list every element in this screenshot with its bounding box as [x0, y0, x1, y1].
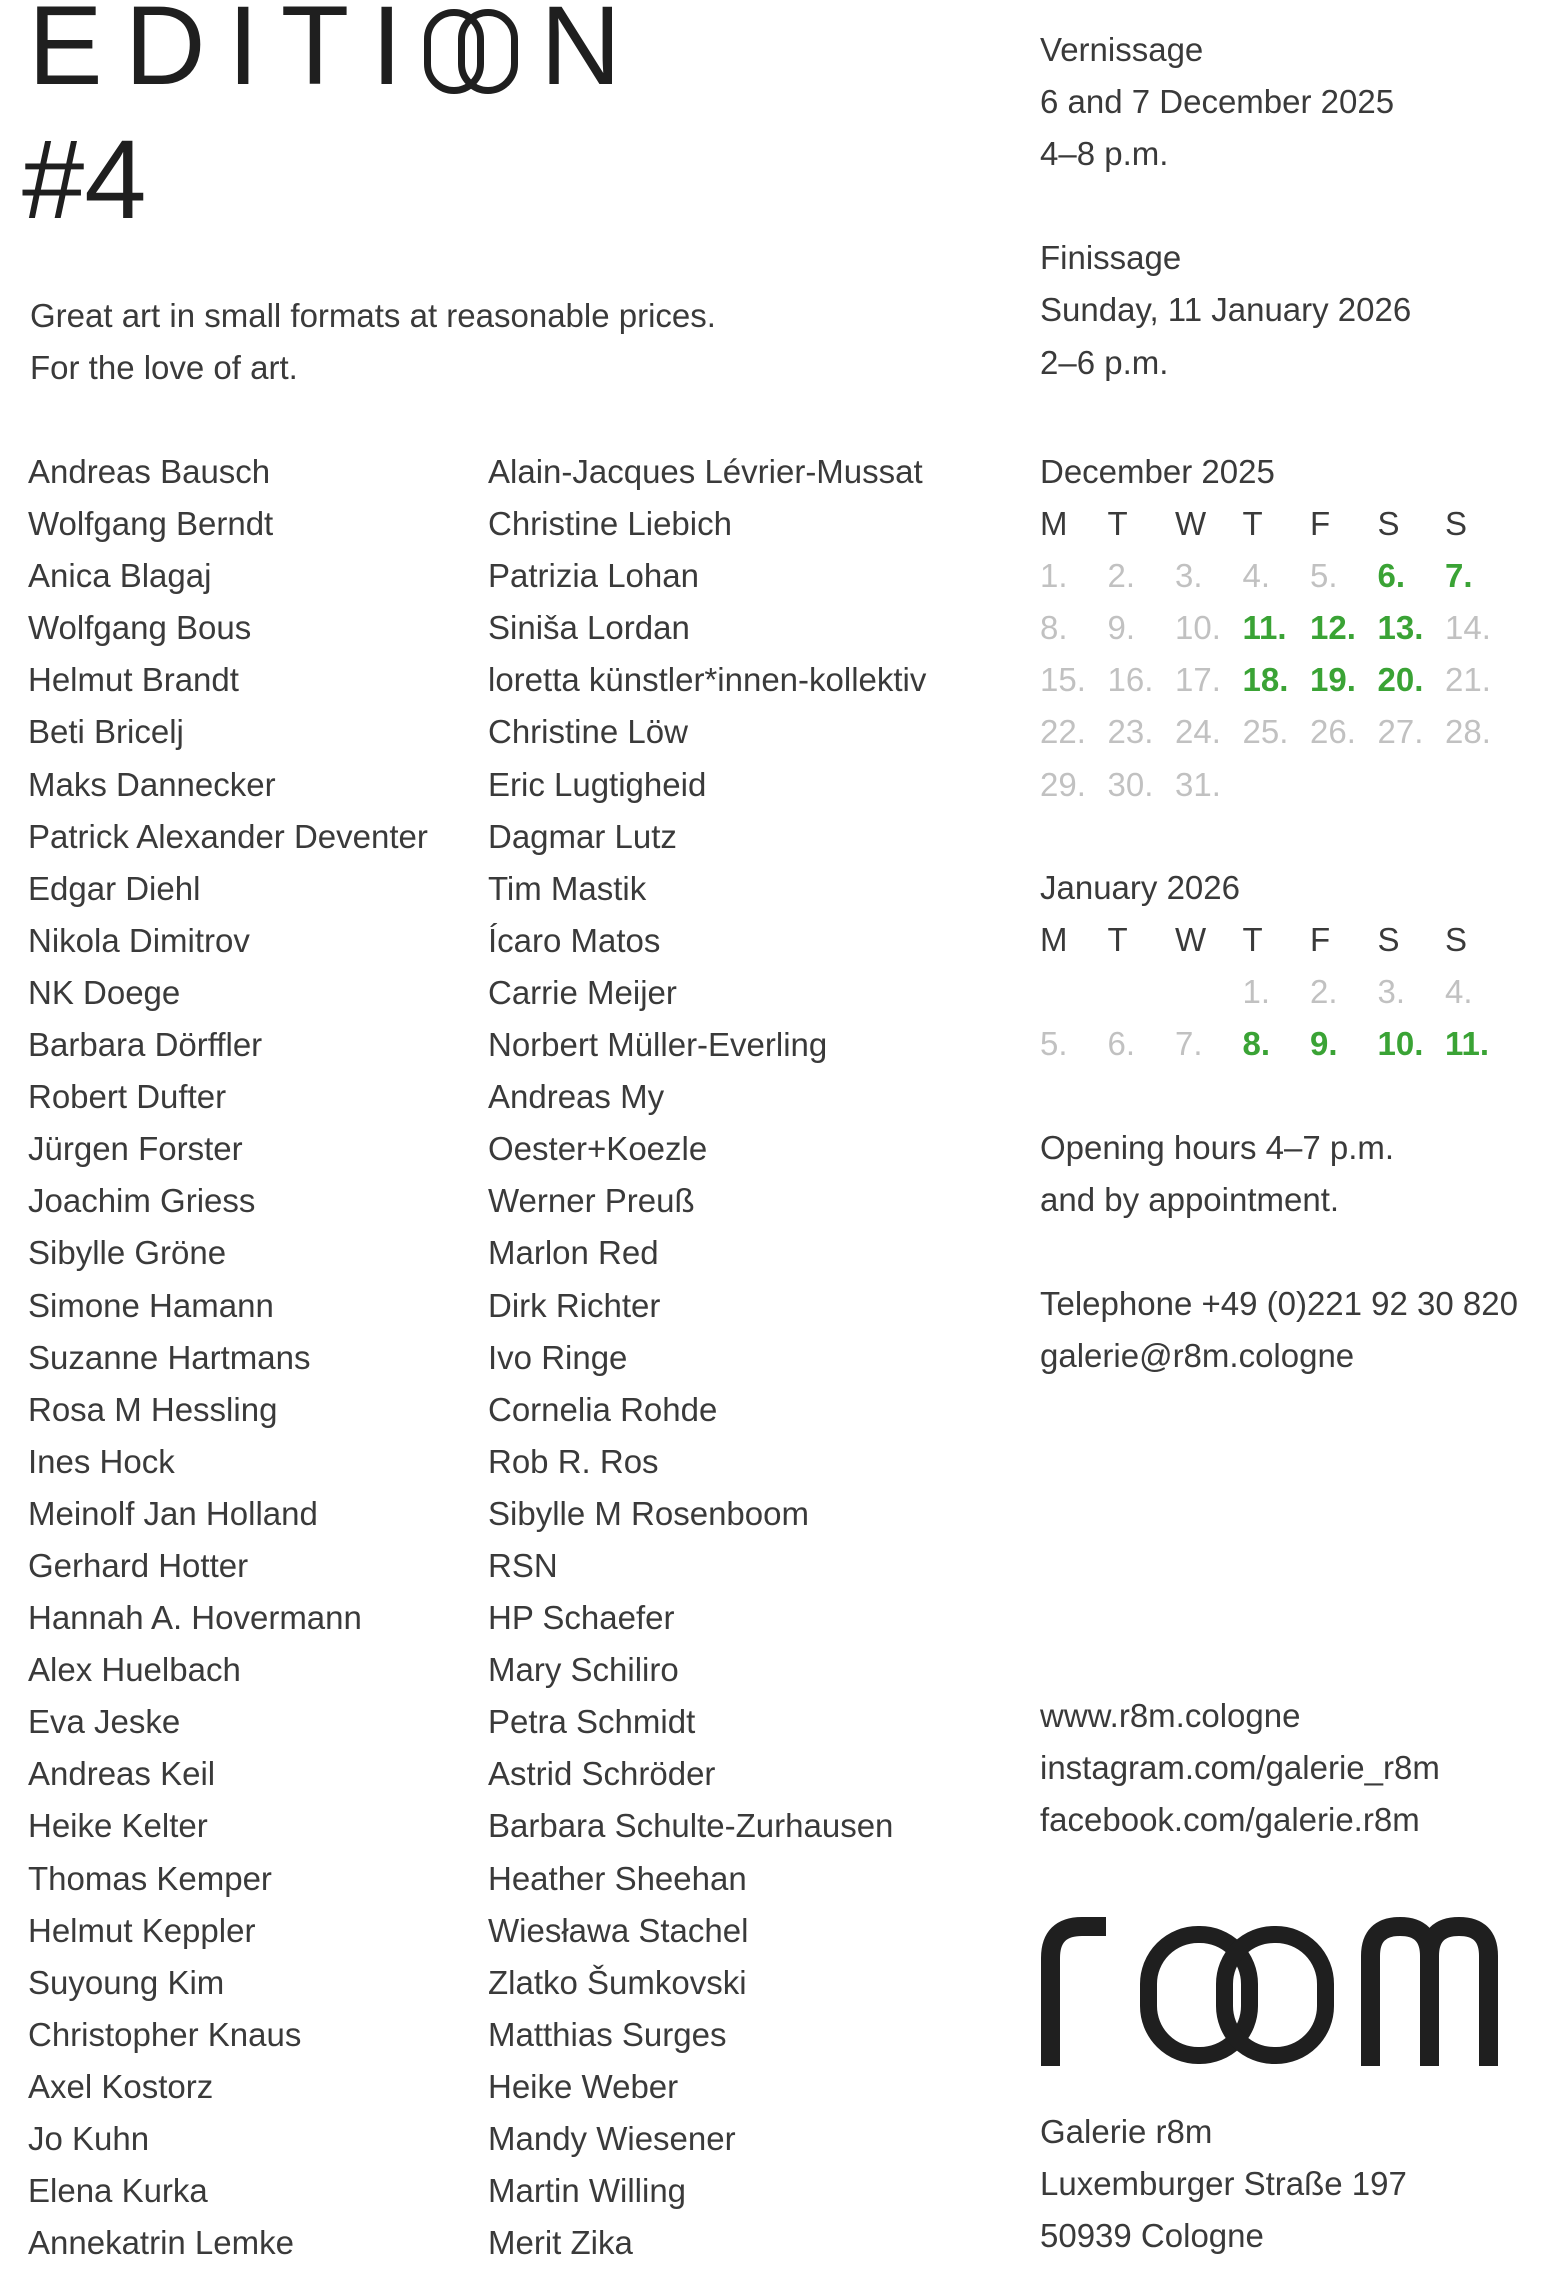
- calendar-day: 3.: [1377, 973, 1406, 1011]
- artist-name: Cornelia Rohde: [488, 1390, 718, 1428]
- artist-name: Elena Kurka: [28, 2172, 208, 2210]
- artist-list-column-1: [28, 446, 428, 2269]
- weekday-header-row: [1040, 498, 1513, 550]
- calendar-day: 1.: [1242, 973, 1271, 1011]
- artist-name: Dagmar Lutz: [488, 817, 677, 855]
- calendar-day-grid: [1040, 966, 1513, 1070]
- artist-name: Ícaro Matos: [488, 921, 661, 959]
- artist-name: Helmut Keppler: [28, 1911, 256, 1949]
- weekday-header: S: [1377, 505, 1400, 543]
- artist-name: Barbara Dörffler: [28, 1026, 263, 1064]
- artist-name: Ivo Ringe: [488, 1338, 628, 1376]
- artist-name: Heike Weber: [488, 2067, 679, 2105]
- weekday-header: T: [1242, 505, 1263, 543]
- calendar-day: [1175, 966, 1243, 1018]
- tagline-line2: For the love of art.: [30, 349, 298, 387]
- artist-name: Anica Blagaj: [28, 557, 212, 595]
- calendar-title: January 2026: [1040, 869, 1240, 906]
- calendar-day: 19.: [1310, 661, 1356, 699]
- vernissage-time: 4–8 p.m.: [1040, 135, 1169, 173]
- edition-number: #4: [22, 117, 147, 242]
- artist-name: Thomas Kemper: [28, 1859, 272, 1897]
- artist-name: Eva Jeske: [28, 1703, 181, 1741]
- double-o-right-shape: [458, 9, 518, 94]
- artist-name: Wolfgang Berndt: [28, 505, 274, 543]
- artist-name: Sibylle M Rosenboom: [488, 1494, 809, 1532]
- calendar-day: 10.: [1175, 609, 1221, 647]
- telephone-number[interactable]: Telephone +49 (0)221 92 30 820: [1040, 1285, 1518, 1322]
- double-o-ligature: [424, 9, 518, 102]
- calendar-day: 5.: [1310, 557, 1338, 595]
- artist-name: Alain-Jacques Lévrier-Mussat: [488, 453, 923, 490]
- calendar-day: 5.: [1040, 1025, 1068, 1063]
- artist-name: HP Schaefer: [488, 1599, 675, 1637]
- artist-name: Robert Dufter: [28, 1078, 227, 1116]
- artist-name: Simone Hamann: [28, 1286, 274, 1324]
- artist-name: Zlatko Šumkovski: [488, 1963, 747, 2001]
- contact-block: [1040, 1278, 1518, 1382]
- calendar-day: 31.: [1175, 765, 1221, 803]
- artist-name: Heather Sheehan: [488, 1859, 747, 1897]
- artist-name: Siniša Lordan: [488, 609, 690, 647]
- spacer: [1040, 180, 1411, 232]
- calendar-day: 25.: [1242, 713, 1289, 751]
- artist-name: Martin Willing: [488, 2172, 687, 2210]
- calendar-day: 10.: [1377, 1025, 1424, 1063]
- calendar-day: 17.: [1175, 661, 1221, 699]
- wordmark-letter: T: [280, 0, 350, 108]
- calendar-day: 21.: [1445, 661, 1491, 699]
- wordmark-letter: I: [227, 0, 259, 108]
- artist-name: Petra Schmidt: [488, 1703, 696, 1741]
- artist-name: Rosa M Hessling: [28, 1390, 278, 1428]
- calendar-day: 13.: [1377, 609, 1424, 647]
- calendar-day: 26.: [1310, 713, 1356, 751]
- weekday-header: F: [1310, 505, 1331, 543]
- weekday-header-row: [1040, 914, 1513, 966]
- artist-name: Beti Bricelj: [28, 713, 184, 751]
- instagram-link[interactable]: instagram.com/galerie_r8m: [1040, 1749, 1440, 1787]
- artist-name: Meinolf Jan Holland: [28, 1494, 318, 1532]
- artist-list-column-2: [488, 446, 926, 2269]
- vernissage-date: 6 and 7 December 2025: [1040, 83, 1395, 121]
- artist-name: Maks Dannecker: [28, 765, 276, 803]
- tagline: [30, 290, 716, 394]
- calendar-day: [1040, 966, 1108, 1018]
- artist-name: Christopher Knaus: [28, 2015, 302, 2053]
- artist-name: NK Doege: [28, 973, 181, 1011]
- logo-letter-m: [1360, 1916, 1500, 2066]
- city: 50939 Cologne: [1040, 2217, 1264, 2255]
- artist-name: RSN: [488, 1546, 558, 1584]
- artist-name: Patrick Alexander Deventer: [28, 817, 428, 855]
- double-o-right-shape: [1216, 1926, 1334, 2064]
- wordmark-letter: D: [124, 0, 206, 108]
- weekday-header: F: [1310, 921, 1331, 959]
- artist-name: Mandy Wiesener: [488, 2120, 736, 2157]
- artist-name: Andreas My: [488, 1078, 665, 1116]
- calendar-day: 4.: [1445, 973, 1473, 1011]
- website-link[interactable]: www.r8m.cologne: [1040, 1697, 1301, 1734]
- calendar-day: 7.: [1445, 557, 1473, 595]
- finissage-date: Sunday, 11 January 2026: [1040, 291, 1412, 329]
- calendar-day: 2.: [1107, 557, 1136, 595]
- artist-name: Jo Kuhn: [28, 2120, 150, 2157]
- opening-hours: [1040, 1122, 1394, 1226]
- logo-letter-r: [1040, 1916, 1114, 2066]
- calendar-title: December 2025: [1040, 453, 1275, 490]
- artist-name: Helmut Brandt: [28, 661, 239, 699]
- links-block: [1040, 1690, 1440, 1846]
- calendar-january: [1040, 862, 1513, 1070]
- calendar-day: 6.: [1377, 557, 1406, 595]
- calendar-day: 15.: [1040, 661, 1086, 699]
- artist-name: Ines Hock: [28, 1442, 175, 1480]
- artist-name: Merit Zika: [488, 2224, 633, 2262]
- artist-name: Suyoung Kim: [28, 1963, 225, 2001]
- r8m-gallery-logo: [1040, 1916, 1500, 2066]
- calendar-day: 16.: [1107, 661, 1154, 699]
- artist-name: Tim Mastik: [488, 869, 647, 907]
- artist-name: Patrizia Lohan: [488, 557, 699, 595]
- calendar-day: 7.: [1175, 1025, 1203, 1063]
- weekday-header: T: [1107, 505, 1128, 543]
- artist-name: Mary Schiliro: [488, 1651, 679, 1689]
- artist-name: Eric Lugtigheid: [488, 765, 707, 803]
- artist-name: Alex Huelbach: [28, 1651, 241, 1689]
- artist-name: Nikola Dimitrov: [28, 921, 250, 959]
- weekday-header: S: [1445, 505, 1468, 543]
- wordmark-letter: I: [371, 0, 403, 108]
- calendar-day: 9.: [1310, 1025, 1338, 1063]
- artist-name: Dirk Richter: [488, 1286, 661, 1324]
- calendar-day-grid: [1040, 550, 1513, 810]
- artist-name: Joachim Griess: [28, 1182, 256, 1220]
- artist-name: Oester+Koezle: [488, 1130, 708, 1168]
- calendar-day: 30.: [1107, 765, 1154, 803]
- calendar-day: 20.: [1377, 661, 1424, 699]
- calendar-december: [1040, 446, 1513, 811]
- artist-name: Axel Kostorz: [28, 2067, 214, 2105]
- calendar-day: 14.: [1445, 609, 1491, 647]
- gallery-name: Galerie r8m: [1040, 2113, 1213, 2150]
- artist-name: Gerhard Hotter: [28, 1546, 249, 1584]
- artist-name: Matthias Surges: [488, 2015, 727, 2053]
- weekday-header: M: [1040, 505, 1068, 543]
- calendar-day: 23.: [1107, 713, 1154, 751]
- artist-name: Sibylle Gröne: [28, 1234, 227, 1272]
- address-block: [1040, 2106, 1407, 2262]
- wordmark-letter: E: [28, 0, 103, 108]
- calendar-day: 24.: [1175, 713, 1221, 751]
- weekday-header: T: [1242, 921, 1263, 959]
- calendar-day: [1108, 966, 1176, 1018]
- vernissage-label: Vernissage: [1040, 31, 1204, 68]
- artist-name: Heike Kelter: [28, 1807, 208, 1845]
- weekday-header: S: [1377, 921, 1400, 959]
- calendar-day: 9.: [1107, 609, 1136, 647]
- calendar-day: 29.: [1040, 765, 1086, 803]
- artist-name: Rob R. Ros: [488, 1442, 659, 1480]
- opening-hours-line1: Opening hours 4–7 p.m.: [1040, 1129, 1395, 1166]
- calendar-day: 27.: [1377, 713, 1424, 751]
- calendar-day: 18.: [1242, 661, 1289, 699]
- weekday-header: W: [1175, 921, 1207, 959]
- wordmark-letter: N: [540, 0, 622, 108]
- calendar-day: 11.: [1445, 1025, 1490, 1063]
- street-address: Luxemburger Straße 197: [1040, 2165, 1407, 2203]
- artist-name: Annekatrin Lemke: [28, 2224, 294, 2262]
- calendar-day: 28.: [1445, 713, 1491, 751]
- calendar-day: 4.: [1242, 557, 1271, 595]
- artist-name: Wiesława Stachel: [488, 1911, 749, 1949]
- calendar-day: 22.: [1040, 713, 1086, 751]
- artist-name: Carrie Meijer: [488, 973, 677, 1011]
- artist-name: loretta künstler*innen-kollektiv: [488, 661, 927, 699]
- calendar-day: 12.: [1310, 609, 1356, 647]
- artist-name: Barbara Schulte-Zurhausen: [488, 1807, 894, 1845]
- calendar-day: 11.: [1242, 609, 1287, 647]
- calendar-day: 8.: [1040, 609, 1068, 647]
- artist-name: Norbert Müller-Everling: [488, 1026, 828, 1064]
- finissage-time: 2–6 p.m.: [1040, 343, 1169, 381]
- calendar-day: 3.: [1175, 557, 1203, 595]
- artist-name: Jürgen Forster: [28, 1130, 243, 1168]
- artist-name: Wolfgang Bous: [28, 609, 252, 647]
- edition-wordmark: [28, 0, 622, 108]
- artist-name: Edgar Diehl: [28, 869, 201, 907]
- tagline-line1: Great art in small formats at reasonable prices.: [30, 297, 716, 334]
- artist-name: Suzanne Hartmans: [28, 1338, 311, 1376]
- facebook-link[interactable]: facebook.com/galerie.r8m: [1040, 1801, 1420, 1839]
- artist-name: Werner Preuß: [488, 1182, 695, 1220]
- artist-name: Andreas Keil: [28, 1755, 216, 1793]
- calendar-day: 2.: [1310, 973, 1338, 1011]
- weekday-header: S: [1445, 921, 1468, 959]
- weekday-header: W: [1175, 505, 1207, 543]
- email-address[interactable]: galerie@r8m.cologne: [1040, 1337, 1355, 1375]
- calendar-day: 6.: [1107, 1025, 1136, 1063]
- artist-name: Christine Löw: [488, 713, 688, 751]
- opening-hours-line2: and by appointment.: [1040, 1181, 1340, 1219]
- artist-name: Hannah A. Hovermann: [28, 1599, 362, 1637]
- weekday-header: T: [1107, 921, 1128, 959]
- event-dates-block: [1040, 24, 1411, 389]
- artist-name: Astrid Schröder: [488, 1755, 716, 1793]
- artist-name: Andreas Bausch: [28, 453, 271, 490]
- logo-double-o-ligature: [1140, 1926, 1334, 2064]
- weekday-header: M: [1040, 921, 1068, 959]
- finissage-label: Finissage: [1040, 239, 1182, 277]
- calendar-day: 1.: [1040, 557, 1068, 595]
- artist-name: Marlon Red: [488, 1234, 659, 1272]
- artist-name: Christine Liebich: [488, 505, 732, 543]
- calendar-day: 8.: [1242, 1025, 1271, 1063]
